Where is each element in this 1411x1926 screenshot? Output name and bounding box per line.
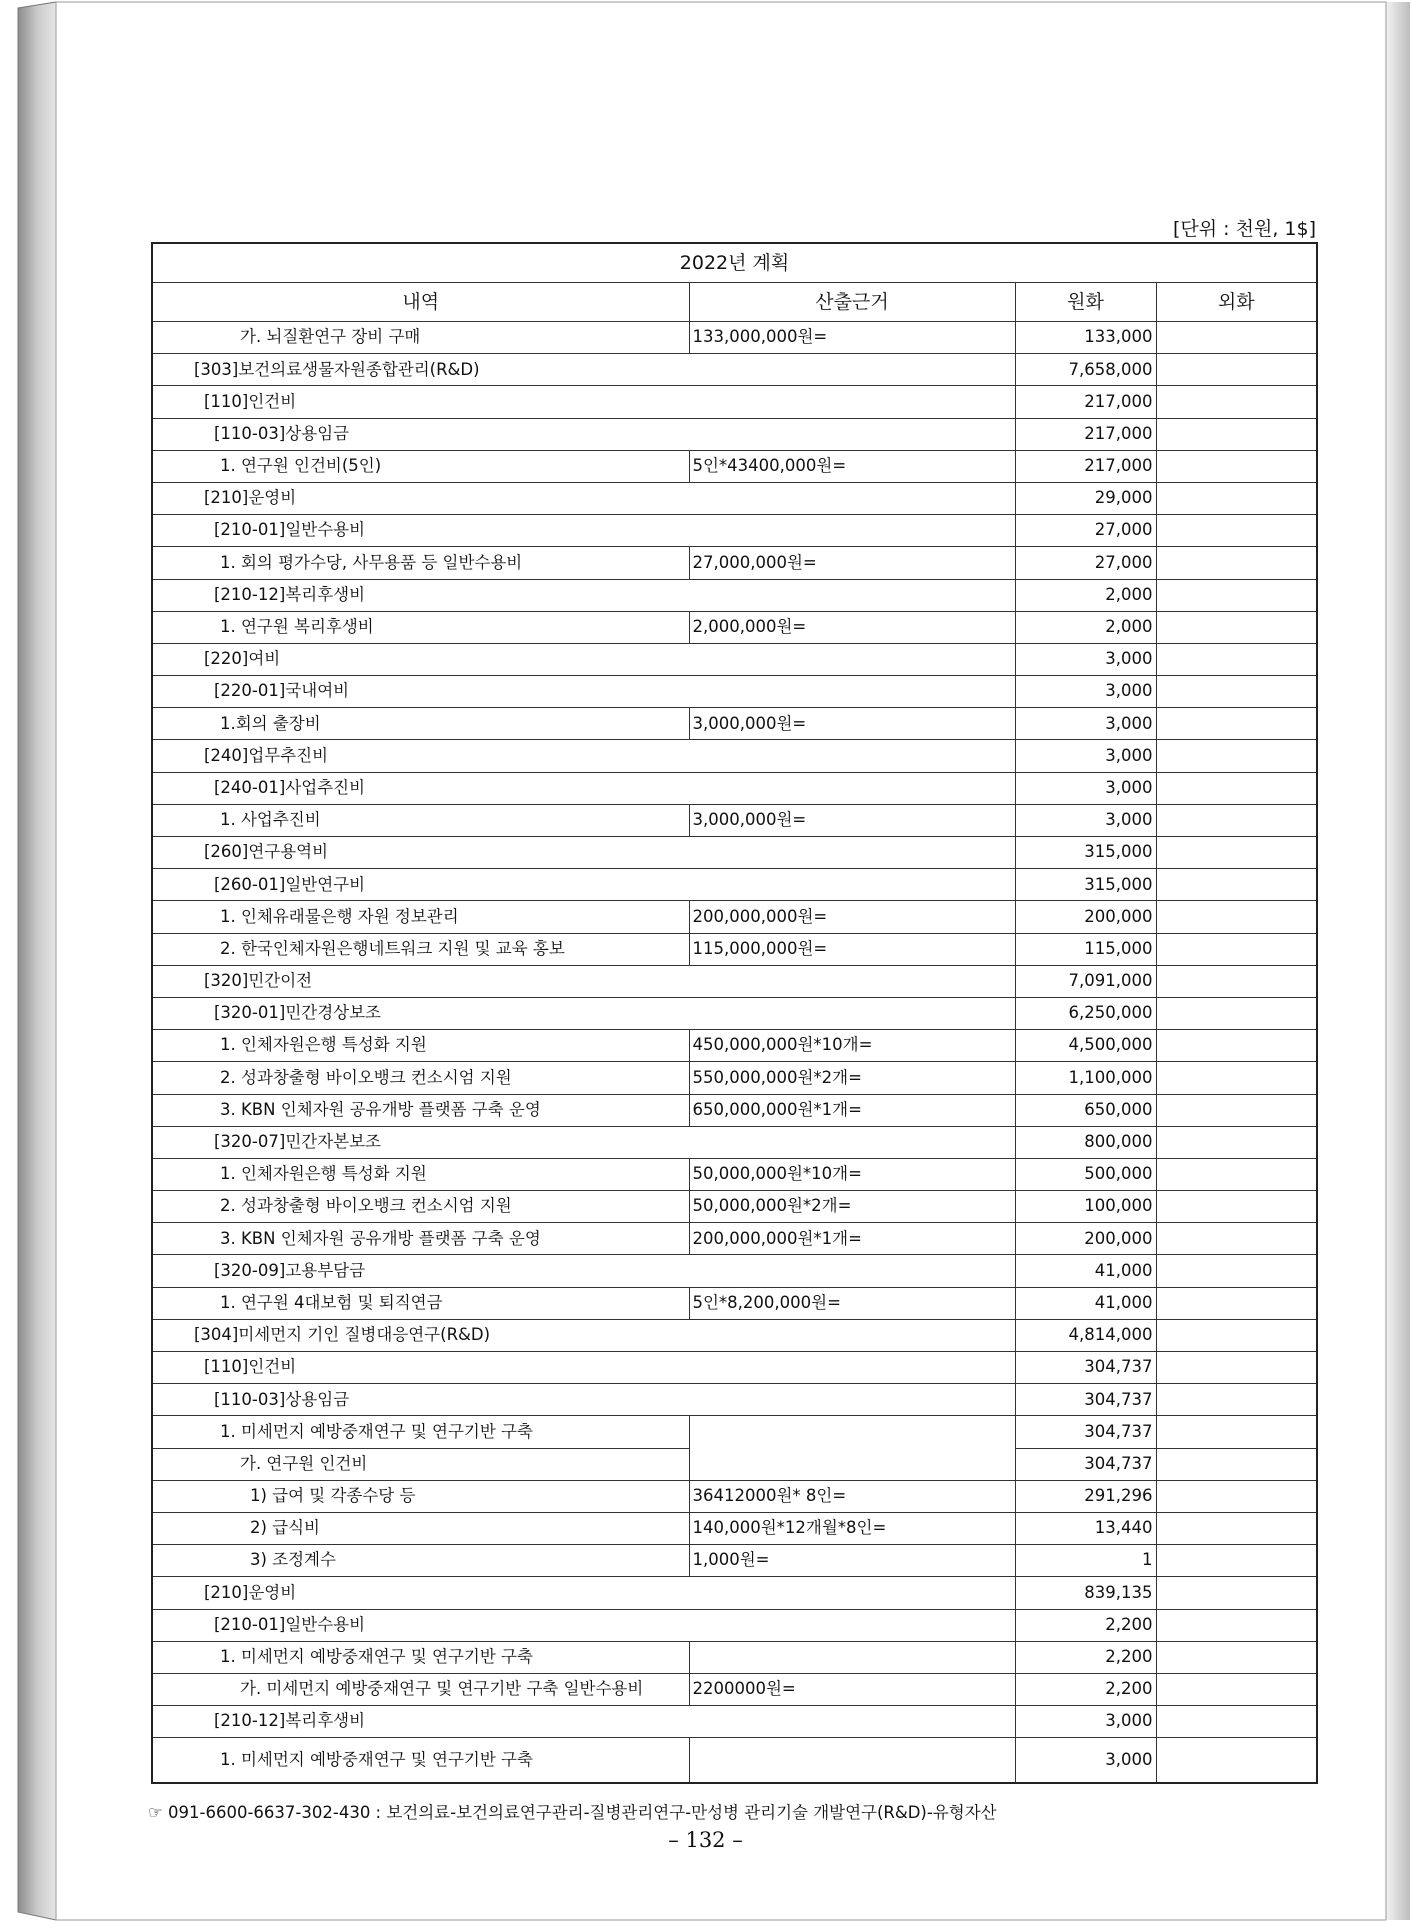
basis-cell: 50,000,000원*10개=: [689, 1158, 1015, 1190]
table-row: [152, 547, 1317, 579]
krw-amount-cell: 304,737: [1015, 1352, 1156, 1384]
table-row: [152, 708, 1317, 740]
unit-note: [단위 : 천원, 1$]: [1173, 218, 1316, 240]
foreign-amount-cell: [1156, 1673, 1317, 1705]
foreign-amount-cell: [1156, 1706, 1317, 1738]
krw-amount-cell: 217,000: [1015, 450, 1156, 482]
table-row: [152, 1384, 1317, 1416]
krw-amount-cell: 800,000: [1015, 1126, 1156, 1158]
item-cell: [320-07]민간자본보조: [152, 1126, 1015, 1158]
table-row: [152, 579, 1317, 611]
foreign-amount-cell: [1156, 1191, 1317, 1223]
table-row: [152, 869, 1317, 901]
foreign-amount-cell: [1156, 515, 1317, 547]
basis-cell: 27,000,000원=: [689, 547, 1015, 579]
foreign-amount-cell: [1156, 676, 1317, 708]
krw-amount-cell: 115,000: [1015, 933, 1156, 965]
item-cell: [210]운영비: [152, 482, 1015, 514]
table-row: [152, 997, 1317, 1029]
table-row: [152, 1673, 1317, 1705]
table-row: [152, 643, 1317, 675]
item-cell: [320-01]민간경상보조: [152, 997, 1015, 1029]
basis-cell: 200,000,000원*1개=: [689, 1223, 1015, 1255]
item-cell: 3) 조정계수: [152, 1545, 689, 1577]
item-cell: 1) 급여 및 각종수당 등: [152, 1480, 689, 1512]
item-cell: 1. 연구원 복리후생비: [152, 611, 689, 643]
table-row: [152, 1062, 1317, 1094]
item-cell: 1. 회의 평가수당, 사무용품 등 일반수용비: [152, 547, 689, 579]
table-row: [152, 418, 1317, 450]
basis-cell: 1,000원=: [689, 1545, 1015, 1577]
page-number: – 132 –: [668, 1828, 743, 1852]
item-column-header: 내역: [152, 283, 689, 322]
krw-amount-cell: 315,000: [1015, 869, 1156, 901]
item-cell: [210-12]복리후생비: [152, 579, 1015, 611]
item-cell: [110-03]상용임금: [152, 418, 1015, 450]
foreign-amount-cell: [1156, 1062, 1317, 1094]
item-cell: [210]운영비: [152, 1577, 1015, 1609]
foreign-amount-cell: [1156, 740, 1317, 772]
foreign-amount-cell: [1156, 933, 1317, 965]
krw-amount-cell: 500,000: [1015, 1158, 1156, 1190]
basis-cell: 50,000,000원*2개=: [689, 1191, 1015, 1223]
krw-amount-cell: 3,000: [1015, 643, 1156, 675]
krw-amount-cell: 200,000: [1015, 901, 1156, 933]
table-row: [152, 611, 1317, 643]
krw-amount-cell: 3,000: [1015, 804, 1156, 836]
basis-cell: [689, 1416, 1015, 1480]
foreign-amount-cell: [1156, 1287, 1317, 1319]
krw-amount-cell: 1,100,000: [1015, 1062, 1156, 1094]
foreign-amount-cell: [1156, 1126, 1317, 1158]
foreign-amount-cell: [1156, 1223, 1317, 1255]
item-cell: 1. 인체자원은행 특성화 지원: [152, 1158, 689, 1190]
item-cell: 2. 성과창출형 바이오뱅크 컨소시엄 지원: [152, 1191, 689, 1223]
table-row: [152, 482, 1317, 514]
table-row: [152, 933, 1317, 965]
foreign-amount-cell: [1156, 1480, 1317, 1512]
krw-amount-cell: 304,737: [1015, 1384, 1156, 1416]
basis-cell: 200,000,000원=: [689, 901, 1015, 933]
krw-amount-cell: 27,000: [1015, 547, 1156, 579]
krw-amount-cell: 3,000: [1015, 740, 1156, 772]
krw-amount-cell: 2,200: [1015, 1641, 1156, 1673]
krw-amount-cell: 200,000: [1015, 1223, 1156, 1255]
basis-column-header: 산출근거: [689, 283, 1015, 322]
table-row: [152, 740, 1317, 772]
foreign-amount-cell: [1156, 322, 1317, 354]
basis-cell: 5인*43400,000원=: [689, 450, 1015, 482]
item-cell: [304]미세먼지 기인 질병대응연구(R&D): [152, 1319, 1015, 1351]
krw-amount-cell: 217,000: [1015, 418, 1156, 450]
table-row: [152, 676, 1317, 708]
krw-amount-cell: 1: [1015, 1545, 1156, 1577]
item-cell: [260]연구용역비: [152, 837, 1015, 869]
basis-cell: [689, 1738, 1015, 1784]
item-cell: 2) 급식비: [152, 1512, 689, 1544]
item-cell: [240]업무추진비: [152, 740, 1015, 772]
foreign-amount-cell: [1156, 837, 1317, 869]
krw-amount-cell: 2,200: [1015, 1673, 1156, 1705]
item-cell: [110]인건비: [152, 386, 1015, 418]
foreign-amount-cell: [1156, 1545, 1317, 1577]
foreign-amount-cell: [1156, 547, 1317, 579]
foreign-amount-cell: [1156, 869, 1317, 901]
foreign-amount-cell: [1156, 708, 1317, 740]
krw-amount-cell: 133,000: [1015, 322, 1156, 354]
table-row: [152, 1287, 1317, 1319]
krw-amount-cell: 2,000: [1015, 611, 1156, 643]
item-cell: 1. 연구원 4대보험 및 퇴직연금: [152, 1287, 689, 1319]
krw-amount-cell: 7,658,000: [1015, 354, 1156, 386]
krw-amount-cell: 29,000: [1015, 482, 1156, 514]
krw-amount-cell: 41,000: [1015, 1255, 1156, 1287]
item-cell: 2. 한국인체자원은행네트워크 지원 및 교육 홍보: [152, 933, 689, 965]
basis-cell: 133,000,000원=: [689, 322, 1015, 354]
item-cell: [303]보건의료생물자원종합관리(R&D): [152, 354, 1015, 386]
basis-cell: 5인*8,200,000원=: [689, 1287, 1015, 1319]
foreign-amount-cell: [1156, 1352, 1317, 1384]
table-row: [152, 1158, 1317, 1190]
table-row: [152, 1030, 1317, 1062]
footnote: ☞ 091-6600-6637-302-430 : 보건의료-보건의료연구관리-질병관리연구-만성병 관리기술 개발연구(R&D)-유형자산: [148, 1803, 997, 1822]
basis-cell: 140,000원*12개월*8인=: [689, 1512, 1015, 1544]
table-row: [152, 515, 1317, 547]
krw-amount-cell: 3,000: [1015, 1706, 1156, 1738]
table-row: [152, 354, 1317, 386]
foreign-amount-cell: [1156, 1255, 1317, 1287]
item-cell: [210-01]일반수용비: [152, 1609, 1015, 1641]
table-row: [152, 1641, 1317, 1673]
item-cell: 1. 미세먼지 예방중재연구 및 연구기반 구축: [152, 1416, 689, 1448]
table-row: [152, 1094, 1317, 1126]
basis-cell: 115,000,000원=: [689, 933, 1015, 965]
basis-cell: 3,000,000원=: [689, 708, 1015, 740]
table-row: [152, 772, 1317, 804]
item-cell: 1. 인체자원은행 특성화 지원: [152, 1030, 689, 1062]
foreign-amount-cell: [1156, 997, 1317, 1029]
foreign-amount-cell: [1156, 965, 1317, 997]
foreign-amount-cell: [1156, 1738, 1317, 1784]
basis-cell: 450,000,000원*10개=: [689, 1030, 1015, 1062]
foreign-amount-cell: [1156, 1448, 1317, 1480]
krw-amount-cell: 2,000: [1015, 579, 1156, 611]
table-row: [152, 901, 1317, 933]
foreign-amount-cell: [1156, 611, 1317, 643]
item-cell: [110]인건비: [152, 1352, 1015, 1384]
table-row: [152, 1738, 1317, 1784]
table-row: [152, 1545, 1317, 1577]
item-cell: 1. 연구원 인건비(5인): [152, 450, 689, 482]
foreign-amount-cell: [1156, 482, 1317, 514]
foreign-amount-cell: [1156, 772, 1317, 804]
item-cell: [260-01]일반연구비: [152, 869, 1015, 901]
item-cell: 1.회의 출장비: [152, 708, 689, 740]
table-row: [152, 1191, 1317, 1223]
item-cell: 가. 미세먼지 예방중재연구 및 연구기반 구축 일반수용비: [152, 1673, 689, 1705]
basis-cell: 650,000,000원*1개=: [689, 1094, 1015, 1126]
item-cell: [220]여비: [152, 643, 1015, 675]
table-row: [152, 1706, 1317, 1738]
foreign-amount-cell: [1156, 354, 1317, 386]
foreign-amount-cell: [1156, 643, 1317, 675]
table-row: [152, 450, 1317, 482]
krw-amount-cell: 2,200: [1015, 1609, 1156, 1641]
table-row: [152, 1416, 1317, 1448]
foreign-amount-cell: [1156, 579, 1317, 611]
table-row: [152, 1577, 1317, 1609]
table-row: [152, 1255, 1317, 1287]
krw-amount-cell: 27,000: [1015, 515, 1156, 547]
item-cell: 가. 뇌질환연구 장비 구매: [152, 322, 689, 354]
krw-amount-cell: 4,814,000: [1015, 1319, 1156, 1351]
basis-cell: 36412000원* 8인=: [689, 1480, 1015, 1512]
foreign-amount-cell: [1156, 1577, 1317, 1609]
foreign-amount-cell: [1156, 1416, 1317, 1448]
table-row: [152, 1223, 1317, 1255]
item-cell: [210-01]일반수용비: [152, 515, 1015, 547]
item-cell: [210-12]복리후생비: [152, 1706, 1015, 1738]
krw-amount-cell: 100,000: [1015, 1191, 1156, 1223]
foreign-amount-cell: [1156, 804, 1317, 836]
item-cell: [320-09]고용부담금: [152, 1255, 1015, 1287]
item-cell: [240-01]사업추진비: [152, 772, 1015, 804]
item-cell: 가. 연구원 인건비: [152, 1448, 689, 1480]
basis-cell: [689, 1641, 1015, 1673]
krw-amount-cell: 304,737: [1015, 1448, 1156, 1480]
krw-amount-cell: 217,000: [1015, 386, 1156, 418]
krw-amount-cell: 650,000: [1015, 1094, 1156, 1126]
table-row: [152, 1319, 1317, 1351]
foreign-amount-cell: [1156, 418, 1317, 450]
krw-amount-cell: 7,091,000: [1015, 965, 1156, 997]
table-row: [152, 1609, 1317, 1641]
krw-amount-cell: 3,000: [1015, 708, 1156, 740]
krw-amount-cell: 6,250,000: [1015, 997, 1156, 1029]
krw-amount-cell: 3,000: [1015, 1738, 1156, 1784]
foreign-amount-cell: [1156, 901, 1317, 933]
krw-amount-cell: 13,440: [1015, 1512, 1156, 1544]
krw-amount-cell: 315,000: [1015, 837, 1156, 869]
item-cell: [220-01]국내여비: [152, 676, 1015, 708]
foreign-amount-cell: [1156, 1512, 1317, 1544]
table-row: [152, 1126, 1317, 1158]
foreign-amount-cell: [1156, 1030, 1317, 1062]
item-cell: [110-03]상용임금: [152, 1384, 1015, 1416]
item-cell: 1. 미세먼지 예방중재연구 및 연구기반 구축: [152, 1641, 689, 1673]
foreign-amount-cell: [1156, 1158, 1317, 1190]
table-row: [152, 804, 1317, 836]
foreign-amount-cell: [1156, 1384, 1317, 1416]
item-cell: 2. 성과창출형 바이오뱅크 컨소시엄 지원: [152, 1062, 689, 1094]
basis-cell: 2,000,000원=: [689, 611, 1015, 643]
krw-amount-cell: 839,135: [1015, 1577, 1156, 1609]
krw-amount-cell: 3,000: [1015, 676, 1156, 708]
table-row: [152, 1512, 1317, 1544]
table-row: [152, 1480, 1317, 1512]
foreign-amount-cell: [1156, 1094, 1317, 1126]
item-cell: 1. 인체유래물은행 자원 정보관리: [152, 901, 689, 933]
basis-cell: 2200000원=: [689, 1673, 1015, 1705]
plan-title-header: 2022년 계획: [152, 243, 1317, 283]
item-cell: 1. 사업추진비: [152, 804, 689, 836]
table-row: [152, 386, 1317, 418]
foreign-amount-cell: [1156, 1641, 1317, 1673]
table-row: [152, 837, 1317, 869]
krw-amount-cell: 291,296: [1015, 1480, 1156, 1512]
foreign-amount-cell: [1156, 1609, 1317, 1641]
item-cell: 1. 미세먼지 예방중재연구 및 연구기반 구축: [152, 1738, 689, 1784]
table-row: [152, 965, 1317, 997]
krw-amount-cell: 4,500,000: [1015, 1030, 1156, 1062]
krw-amount-cell: 3,000: [1015, 772, 1156, 804]
krw-amount-cell: 304,737: [1015, 1416, 1156, 1448]
basis-cell: 550,000,000원*2개=: [689, 1062, 1015, 1094]
item-cell: [320]민간이전: [152, 965, 1015, 997]
item-cell: 3. KBN 인체자원 공유개방 플랫폼 구축 운영: [152, 1094, 689, 1126]
krw-column-header: 원화: [1015, 283, 1156, 322]
foreign-amount-cell: [1156, 386, 1317, 418]
budget-rows: [152, 322, 1317, 1784]
krw-amount-cell: 41,000: [1015, 1287, 1156, 1319]
item-cell: 3. KBN 인체자원 공유개방 플랫폼 구축 운영: [152, 1223, 689, 1255]
table-row: [152, 322, 1317, 354]
table-row: [152, 1352, 1317, 1384]
foreign-amount-cell: [1156, 1319, 1317, 1351]
foreign-amount-cell: [1156, 450, 1317, 482]
basis-cell: 3,000,000원=: [689, 804, 1015, 836]
budget-table: [151, 242, 1318, 1784]
foreign-column-header: 외화: [1156, 283, 1317, 322]
